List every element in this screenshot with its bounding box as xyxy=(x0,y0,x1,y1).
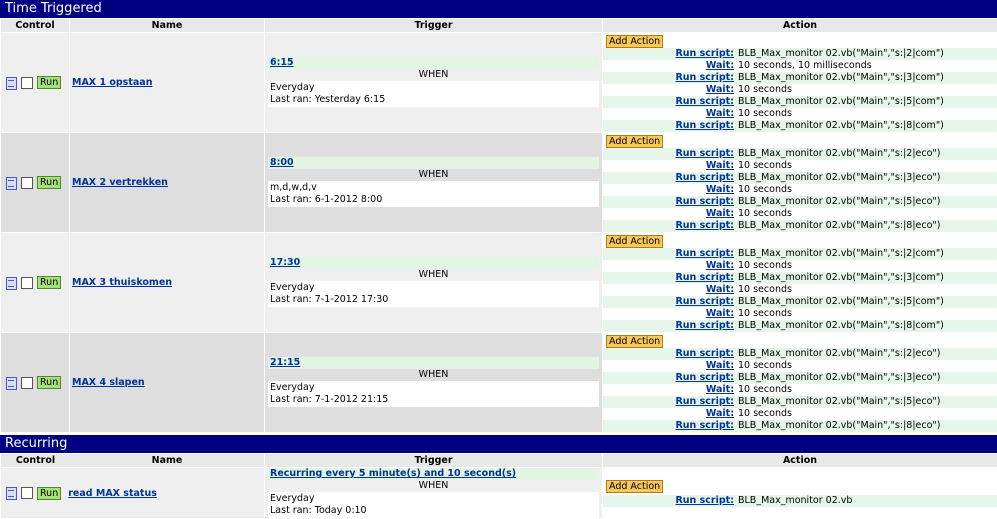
action-line xyxy=(603,72,997,84)
time-triggered-table xyxy=(0,18,997,433)
action-type-link[interactable]: Run script: xyxy=(603,372,738,384)
action-value: 10 seconds, 10 milliseconds xyxy=(738,60,872,72)
action-type-link[interactable]: Wait: xyxy=(603,408,738,420)
run-button[interactable]: Run xyxy=(37,376,61,389)
select-event-checkbox[interactable] xyxy=(21,177,33,189)
action-value: BLB_Max_monitor 02.vb("Main","s:|5|com") xyxy=(738,296,944,308)
action-type-link[interactable]: Wait: xyxy=(603,160,738,172)
action-type-link[interactable]: Wait: xyxy=(603,208,738,220)
action-value: BLB_Max_monitor 02.vb("Main","s:|5|eco") xyxy=(738,196,940,208)
action-line xyxy=(603,84,997,96)
action-line xyxy=(603,96,997,108)
action-line xyxy=(603,148,997,160)
action-line xyxy=(603,320,997,332)
trigger-cell xyxy=(265,468,603,519)
action-line xyxy=(603,348,997,360)
action-line xyxy=(603,272,997,284)
action-value: 10 seconds xyxy=(738,208,792,220)
action-cell xyxy=(603,233,997,333)
action-type-link[interactable]: Run script: xyxy=(603,148,738,160)
trigger-days: m,d,w,d,v xyxy=(270,182,597,194)
when-label: WHEN xyxy=(268,69,599,81)
recurring-header-trigger: Trigger xyxy=(265,454,603,468)
action-value: BLB_Max_monitor 02.vb xyxy=(738,495,852,507)
run-button[interactable]: Run xyxy=(37,487,61,500)
action-value: BLB_Max_monitor 02.vb("Main","s:|3|com") xyxy=(738,272,944,284)
action-type-link[interactable]: Run script: xyxy=(603,220,738,232)
action-value: BLB_Max_monitor 02.vb("Main","s:|8|com") xyxy=(738,320,944,332)
action-type-link[interactable]: Wait: xyxy=(603,360,738,372)
column-header-action: Action xyxy=(603,19,997,33)
last-ran: Last ran: 7-1-2012 21:15 xyxy=(270,394,597,406)
action-type-link[interactable]: Run script: xyxy=(603,296,738,308)
name-cell xyxy=(70,33,265,133)
trigger-cell xyxy=(265,33,603,133)
action-type-link[interactable]: Wait: xyxy=(603,384,738,396)
event-name-link[interactable]: MAX 1 opstaan xyxy=(70,77,152,88)
action-value: 10 seconds xyxy=(738,308,792,320)
trigger-details xyxy=(268,381,599,407)
action-value: BLB_Max_monitor 02.vb("Main","s:|2|eco") xyxy=(738,148,940,160)
when-label: WHEN xyxy=(268,369,599,381)
action-line xyxy=(603,220,997,232)
action-line xyxy=(603,384,997,396)
action-line xyxy=(603,408,997,420)
run-button[interactable]: Run xyxy=(37,76,61,89)
action-line xyxy=(603,160,997,172)
trigger-days: Everyday xyxy=(270,382,597,394)
action-line xyxy=(603,308,997,320)
action-value: 10 seconds xyxy=(738,360,792,372)
action-value: BLB_Max_monitor 02.vb("Main","s:|3|eco") xyxy=(738,172,940,184)
action-value: 10 seconds xyxy=(738,108,792,120)
add-action-button[interactable]: Add Action xyxy=(606,480,663,493)
add-action-button[interactable]: Add Action xyxy=(606,135,663,148)
trigger-details xyxy=(268,281,599,307)
action-type-link[interactable]: Run script: xyxy=(603,172,738,184)
action-line xyxy=(603,248,997,260)
control-cell xyxy=(1,233,70,333)
edit-event-icon[interactable] xyxy=(5,77,17,89)
action-line xyxy=(603,420,997,432)
action-line xyxy=(603,208,997,220)
column-header-name: Name xyxy=(70,19,265,33)
last-ran: Last ran: 6-1-2012 8:00 xyxy=(270,194,597,206)
column-header-trigger: Trigger xyxy=(265,19,603,33)
action-type-link[interactable]: Run script: xyxy=(603,272,738,284)
trigger-link[interactable]: Recurring every 5 minute(s) and 10 second(s) xyxy=(268,468,599,480)
action-value: BLB_Max_monitor 02.vb("Main","s:|5|eco") xyxy=(738,396,940,408)
trigger-details xyxy=(268,492,599,518)
action-value: 10 seconds xyxy=(738,84,792,96)
trigger-details xyxy=(268,181,599,207)
control-cell xyxy=(1,33,70,133)
action-line xyxy=(603,360,997,372)
action-line xyxy=(603,172,997,184)
trigger-cell xyxy=(265,233,603,333)
select-event-checkbox[interactable] xyxy=(21,487,33,499)
action-value: 10 seconds xyxy=(738,184,792,196)
column-header-control: Control xyxy=(1,19,70,33)
action-cell xyxy=(603,33,997,133)
last-ran: Last ran: Today 0:10 xyxy=(270,505,597,517)
column-header-control-name: Control Name xyxy=(1,454,265,468)
action-type-link[interactable]: Wait: xyxy=(603,260,738,272)
recurring-event-row xyxy=(1,468,997,519)
action-line xyxy=(603,60,997,72)
edit-event-icon[interactable] xyxy=(5,377,17,389)
action-value: BLB_Max_monitor 02.vb("Main","s:|8|eco") xyxy=(738,420,940,432)
action-value: BLB_Max_monitor 02.vb("Main","s:|8|eco") xyxy=(738,220,940,232)
action-line xyxy=(603,296,997,308)
action-cell xyxy=(603,133,997,233)
action-type-link[interactable]: Run script: xyxy=(603,72,738,84)
action-type-link[interactable]: Run script: xyxy=(603,196,738,208)
action-line xyxy=(603,372,997,384)
edit-event-icon[interactable] xyxy=(5,177,17,189)
trigger-cell xyxy=(265,133,603,233)
action-type-link[interactable]: Run script: xyxy=(603,96,738,108)
when-label: WHEN xyxy=(268,480,599,492)
action-value: 10 seconds xyxy=(738,384,792,396)
action-value: 10 seconds xyxy=(738,284,792,296)
action-value: BLB_Max_monitor 02.vb("Main","s:|2|eco") xyxy=(738,348,940,360)
action-type-link[interactable]: Wait: xyxy=(603,184,738,196)
when-label: WHEN xyxy=(268,269,599,281)
action-line xyxy=(603,396,997,408)
action-cell xyxy=(603,468,997,519)
trigger-days: Everyday xyxy=(270,282,597,294)
event-row xyxy=(1,233,997,333)
trigger-details xyxy=(268,81,599,107)
action-line xyxy=(603,260,997,272)
event-row xyxy=(1,133,997,233)
action-line xyxy=(603,284,997,296)
recurring-table xyxy=(0,453,997,519)
event-row xyxy=(1,333,997,433)
last-ran: Last ran: Yesterday 6:15 xyxy=(270,94,597,106)
event-name-link[interactable]: MAX 2 vertrekken xyxy=(70,177,168,188)
action-value: BLB_Max_monitor 02.vb("Main","s:|3|eco") xyxy=(738,372,940,384)
recurring-control-cell xyxy=(1,468,265,519)
action-type-link[interactable]: Run script: xyxy=(603,48,738,60)
action-line xyxy=(603,184,997,196)
action-type-link[interactable]: Run script: xyxy=(603,348,738,360)
event-name-link[interactable]: MAX 4 slapen xyxy=(70,377,145,388)
action-type-link[interactable]: Run script: xyxy=(603,120,738,132)
action-type-link[interactable]: Wait: xyxy=(603,308,738,320)
recurring-header-action: Action xyxy=(603,454,997,468)
select-event-checkbox[interactable] xyxy=(21,377,33,389)
action-line xyxy=(603,108,997,120)
action-value: BLB_Max_monitor 02.vb("Main","s:|2|com") xyxy=(738,248,944,260)
trigger-time-link[interactable]: 21:15 xyxy=(268,357,599,369)
action-type-link[interactable]: Wait: xyxy=(603,284,738,296)
add-action-button[interactable]: Add Action xyxy=(606,335,663,348)
trigger-cell xyxy=(265,333,603,433)
action-type-link[interactable]: Run script: xyxy=(603,248,738,260)
event-name-link[interactable]: read MAX status xyxy=(66,488,157,499)
action-cell xyxy=(603,333,997,433)
action-value: 10 seconds xyxy=(738,408,792,420)
name-cell xyxy=(70,333,265,433)
event-name-link[interactable]: MAX 3 thuiskomen xyxy=(70,277,172,288)
action-value: BLB_Max_monitor 02.vb("Main","s:|3|com") xyxy=(738,72,944,84)
action-type-link[interactable]: Run script: xyxy=(603,495,738,507)
run-button[interactable]: Run xyxy=(37,276,61,289)
action-value: BLB_Max_monitor 02.vb("Main","s:|2|com") xyxy=(738,48,944,60)
edit-event-icon[interactable] xyxy=(5,487,17,499)
select-event-checkbox[interactable] xyxy=(21,277,33,289)
trigger-time-link[interactable]: 17:30 xyxy=(268,257,599,269)
trigger-days: Everyday xyxy=(270,493,597,505)
when-label: WHEN xyxy=(268,169,599,181)
name-cell xyxy=(70,233,265,333)
add-action-button[interactable]: Add Action xyxy=(606,235,663,248)
edit-event-icon[interactable] xyxy=(5,277,17,289)
last-ran: Last ran: 7-1-2012 17:30 xyxy=(270,294,597,306)
action-value: 10 seconds xyxy=(738,260,792,272)
action-value: 10 seconds xyxy=(738,160,792,172)
select-event-checkbox[interactable] xyxy=(21,77,33,89)
action-line xyxy=(603,48,997,60)
trigger-days: Everyday xyxy=(270,82,597,94)
add-action-button[interactable]: Add Action xyxy=(606,35,663,48)
time-triggered-header: Time Triggered xyxy=(0,0,997,18)
trigger-time-link[interactable]: 6:15 xyxy=(268,57,599,69)
action-line xyxy=(603,120,997,132)
control-cell xyxy=(1,333,70,433)
action-type-link[interactable]: Wait: xyxy=(603,84,738,96)
control-cell xyxy=(1,133,70,233)
action-type-link[interactable]: Run script: xyxy=(603,396,738,408)
run-button[interactable]: Run xyxy=(37,176,61,189)
event-row xyxy=(1,33,997,133)
action-type-link[interactable]: Wait: xyxy=(603,60,738,72)
recurring-header: Recurring xyxy=(0,435,997,453)
action-type-link[interactable]: Run script: xyxy=(603,420,738,432)
action-type-link[interactable]: Run script: xyxy=(603,320,738,332)
trigger-time-link[interactable]: 8:00 xyxy=(268,157,599,169)
action-type-link[interactable]: Wait: xyxy=(603,108,738,120)
action-value: BLB_Max_monitor 02.vb("Main","s:|8|com") xyxy=(738,120,944,132)
name-cell xyxy=(70,133,265,233)
action-line xyxy=(603,196,997,208)
action-value: BLB_Max_monitor 02.vb("Main","s:|5|com") xyxy=(738,96,944,108)
